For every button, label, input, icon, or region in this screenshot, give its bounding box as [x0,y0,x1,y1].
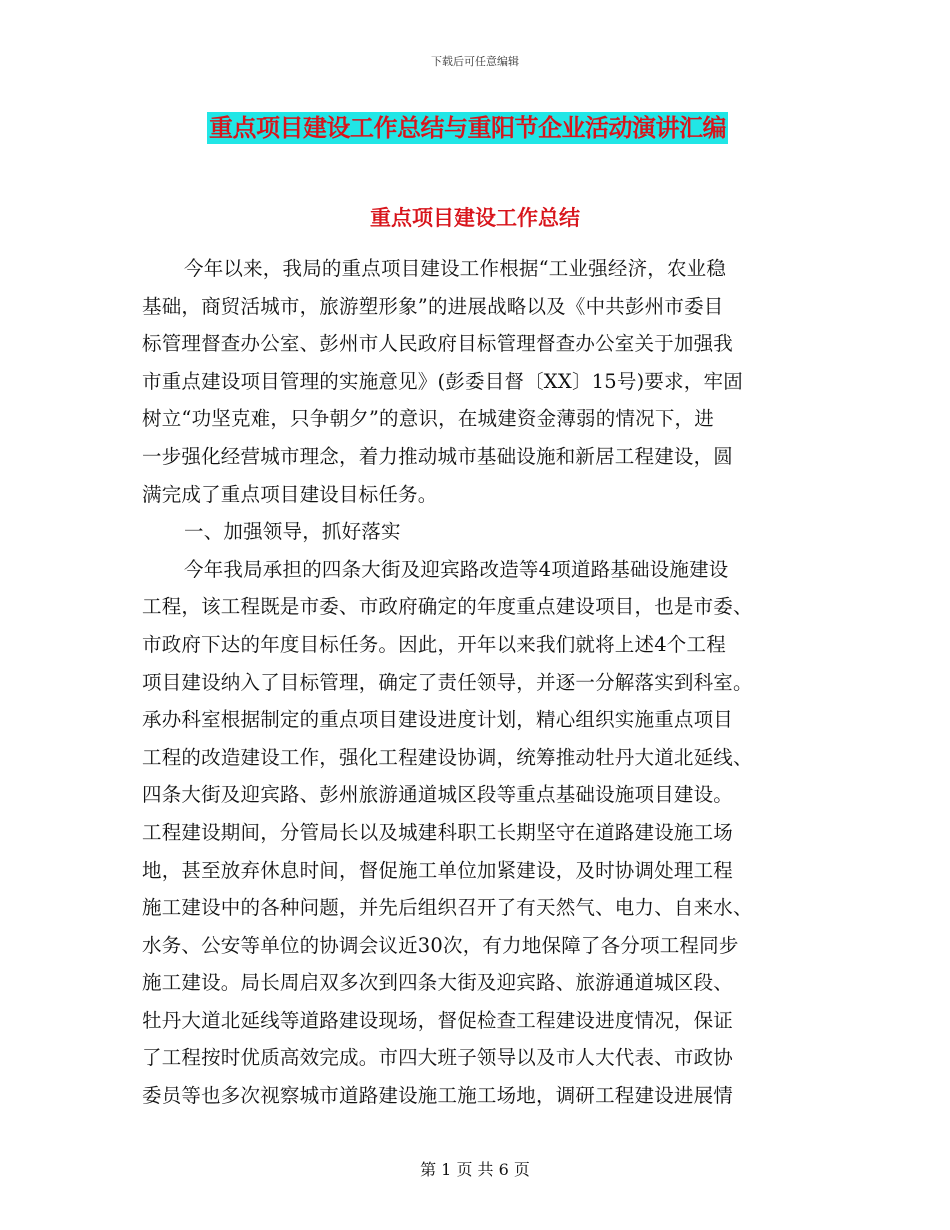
paragraph-line: 项目建设纳入了目标管理，确定了责任领导，并逐一分解落实到科室。 [142,670,753,694]
paragraph-line: 委员等也多次视察城市道路建设施工施工场地，调研工程建设进展情 [142,1084,734,1108]
paragraph-line: 四条大街及迎宾路、彭州旅游通道城区段等重点基础设施项目建设。 [142,783,734,807]
paragraph-line: 标管理督查办公室、彭州市人民政府目标管理督查办公室关于加强我 [142,332,734,356]
paragraph-line: 树立“功坚克难，只争朝夕”的意识，在城建资金薄弱的情况下，进 [142,407,714,431]
paragraph-line: 工程的改造建设工作，强化工程建设协调，统筹推动牡丹大道北延线、 [142,745,753,769]
paragraph-line: 施工建设中的各种问题，并先后组织召开了有天然气、电力、自来水、 [142,896,753,920]
paragraph-line: 施工建设。局长周启双多次到四条大街及迎宾路、旅游通道城区段、 [142,971,734,995]
paragraph-line: 市重点建设项目管理的实施意见》(彭委目督〔XX〕15号)要求，牢固 [142,369,743,393]
paragraph-line: 了工程按时优质高效完成。市四大班子领导以及市人大代表、市政协 [142,1046,734,1070]
section-title: 重点项目建设工作总结 [370,205,580,230]
paragraph-line: 工程，该工程既是市委、市政府确定的年度重点建设项目，也是市委、 [142,595,753,619]
paragraph-line: 基础，商贸活城市，旅游塑形象”的进展战略以及《中共彭州市委目 [142,294,724,318]
paragraph-line: 一步强化经营城市理念，着力推动城市基础设施和新居工程建设，圆 [142,444,734,468]
paragraph-line: 今年我局承担的四条大街及迎宾路改造等4项道路基础设施建设 [184,557,729,581]
paragraph-line: 工程建设期间，分管局长以及城建科职工长期坚守在道路建设施工场 [142,820,734,844]
paragraph-line: 水务、公安等单位的协调会议近30次，有力地保障了各分项工程同步 [142,933,739,957]
document-main-title: 重点项目建设工作总结与重阳节企业活动演讲汇编 [209,113,726,142]
header-note: 下载后可任意编辑 [431,55,519,68]
paragraph-line: 今年以来，我局的重点项目建设工作根据“工业强经济，农业稳 [184,257,727,280]
page-footer: 第 1 页 共 6 页 [420,1160,530,1179]
paragraph-line: 满完成了重点项目建设目标任务。 [142,482,438,506]
body-text [142,250,802,1115]
paragraph-line: 牡丹大道北延线等道路建设现场，督促检查工程建设进度情况，保证 [142,1008,734,1032]
paragraph-line: 地，甚至放弃休息时间，督促施工单位加紧建设，及时协调处理工程 [142,858,734,882]
subheading-line: 一、加强领导，抓好落实 [184,520,401,544]
paragraph-line: 市政府下达的年度目标任务。因此，开年以来我们就将上述4个工程 [142,632,726,656]
paragraph-line: 承办科室根据制定的重点项目建设进度计划，精心组织实施重点项目 [142,708,734,732]
